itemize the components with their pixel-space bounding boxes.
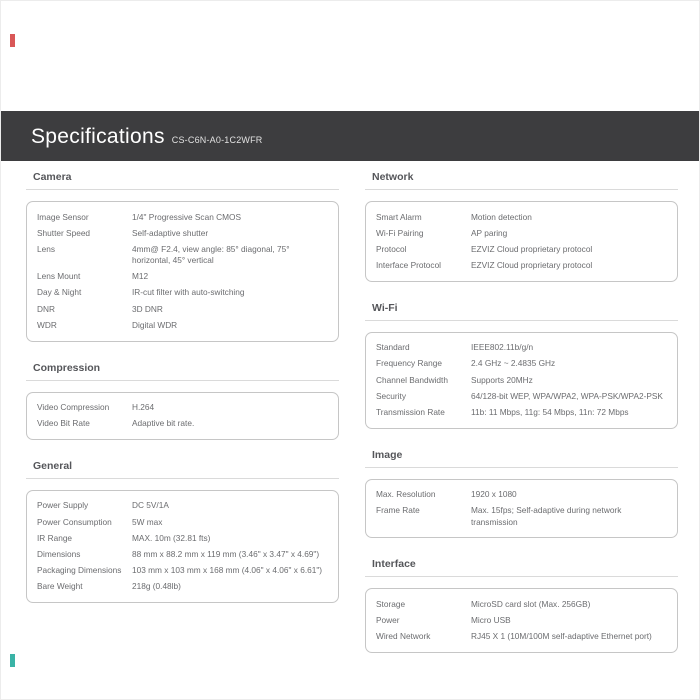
spec-value: M12 bbox=[132, 271, 149, 282]
spec-row bbox=[37, 301, 328, 317]
spec-row bbox=[37, 546, 328, 562]
spec-value: Supports 20MHz bbox=[471, 374, 533, 385]
spec-value: Motion detection bbox=[471, 211, 532, 222]
spec-value: 3D DNR bbox=[132, 303, 163, 314]
spec-row bbox=[376, 241, 667, 257]
spec-value: Adaptive bit rate. bbox=[132, 418, 195, 429]
spec-label: Max. Resolution bbox=[376, 489, 436, 500]
spec-value: Digital WDR bbox=[132, 319, 178, 330]
spec-value: EZVIZ Cloud proprietary protocol bbox=[471, 260, 593, 271]
spec-row bbox=[376, 372, 667, 388]
section-box-network bbox=[365, 201, 678, 282]
spec-label: Day & Night bbox=[37, 287, 82, 298]
spec-value: 218g (0.48lb) bbox=[132, 581, 181, 592]
section-box-wifi bbox=[365, 332, 678, 429]
section-image bbox=[365, 447, 678, 539]
section-box-compression bbox=[26, 392, 339, 440]
spec-row bbox=[37, 269, 328, 285]
spec-label: Dimensions bbox=[37, 548, 81, 559]
spec-value: IR-cut filter with auto-switching bbox=[132, 287, 245, 298]
section-general bbox=[26, 458, 339, 603]
edge-artifact-teal bbox=[10, 654, 15, 667]
spec-label: Frequency Range bbox=[376, 358, 442, 369]
spec-label: Power Supply bbox=[37, 500, 89, 511]
spec-label: Wi-Fi Pairing bbox=[376, 227, 424, 238]
spec-content bbox=[26, 169, 678, 671]
spec-value: AP paring bbox=[471, 227, 508, 238]
spec-label: Smart Alarm bbox=[376, 211, 422, 222]
spec-label: Packaging Dimensions bbox=[37, 565, 122, 576]
spec-label: Transmission Rate bbox=[376, 407, 445, 417]
section-compression bbox=[26, 360, 339, 440]
spec-label: Video Bit Rate bbox=[37, 418, 90, 429]
spec-value: 1/4" Progressive Scan CMOS bbox=[132, 211, 242, 222]
spec-label: Image Sensor bbox=[37, 211, 89, 222]
spec-value: DC 5V/1A bbox=[132, 500, 169, 511]
spec-value: H.264 bbox=[132, 402, 155, 412]
spec-row bbox=[37, 514, 328, 530]
spec-row bbox=[37, 400, 328, 416]
spec-label: Channel Bandwidth bbox=[376, 374, 448, 385]
spec-value: RJ45 X 1 (10M/100M self-adaptive Ethernet port) bbox=[471, 631, 652, 642]
spec-row bbox=[376, 596, 667, 612]
spec-row bbox=[376, 340, 667, 356]
spec-value: Self-adaptive shutter bbox=[132, 227, 209, 238]
spec-row bbox=[376, 487, 667, 503]
spec-label: Lens Mount bbox=[37, 271, 81, 282]
spec-row bbox=[376, 225, 667, 241]
spec-row bbox=[37, 563, 328, 579]
spec-row bbox=[37, 579, 328, 595]
section-camera bbox=[26, 169, 339, 342]
spec-label: Video Compression bbox=[37, 402, 110, 412]
spec-label: Interface Protocol bbox=[376, 260, 442, 271]
left-column bbox=[26, 169, 339, 621]
spec-label: Power bbox=[376, 614, 400, 625]
spec-row bbox=[376, 258, 667, 274]
section-title-compression: Compression bbox=[26, 360, 339, 381]
spec-label: Lens bbox=[37, 243, 55, 254]
section-title-camera: Camera bbox=[26, 169, 339, 190]
spec-value: 1920 x 1080 bbox=[471, 489, 517, 500]
spec-row bbox=[37, 416, 328, 432]
header-band bbox=[1, 111, 700, 161]
spec-row bbox=[37, 285, 328, 301]
spec-value: IEEE802.11b/g/n bbox=[471, 342, 534, 353]
spec-value: 11b: 11 Mbps, 11g: 54 Mbps, 11n: 72 Mbps bbox=[471, 407, 629, 417]
spec-value: Max. 15fps; Self-adaptive during network transmission bbox=[471, 505, 622, 527]
section-wifi bbox=[365, 300, 678, 429]
spec-value: 2.4 GHz ~ 2.4835 GHz bbox=[471, 358, 556, 369]
spec-label: DNR bbox=[37, 303, 55, 314]
section-title-wifi: Wi-Fi bbox=[365, 300, 678, 321]
section-network bbox=[365, 169, 678, 282]
section-box-interface bbox=[365, 588, 678, 653]
spec-value: 103 mm x 103 mm x 168 mm (4.06" x 4.06" x 6.61") bbox=[132, 565, 323, 576]
spec-label: Wired Network bbox=[376, 631, 431, 642]
spec-row bbox=[376, 405, 667, 421]
edge-artifact-red bbox=[10, 34, 15, 47]
header-band-inner bbox=[31, 125, 263, 149]
spec-row bbox=[37, 241, 328, 268]
spec-row bbox=[376, 356, 667, 372]
section-interface bbox=[365, 556, 678, 653]
spec-value: 4mm@ F2.4, view angle: 85° diagonal, 75° horizontal, 45° vertical bbox=[132, 243, 290, 266]
spec-row bbox=[376, 503, 667, 530]
spec-row bbox=[37, 317, 328, 333]
spec-value: MAX. 10m (32.81 fts) bbox=[132, 532, 211, 543]
spec-label: Storage bbox=[376, 598, 406, 609]
spec-row bbox=[37, 498, 328, 514]
spec-label: Frame Rate bbox=[376, 505, 420, 516]
right-column bbox=[365, 169, 678, 671]
spec-row bbox=[376, 629, 667, 645]
spec-row bbox=[37, 209, 328, 225]
spec-row bbox=[376, 388, 667, 404]
spec-value: 64/128-bit WEP, WPA/WPA2, WPA-PSK/WPA2-PSK bbox=[471, 390, 663, 401]
spec-value: EZVIZ Cloud proprietary protocol bbox=[471, 243, 593, 254]
page-title: Specifications bbox=[31, 125, 165, 148]
spec-row bbox=[376, 209, 667, 225]
spec-label: Standard bbox=[376, 342, 410, 353]
section-box-camera bbox=[26, 201, 339, 342]
section-box-general bbox=[26, 490, 339, 603]
spec-label: Security bbox=[376, 390, 406, 401]
spec-value: 88 mm x 88.2 mm x 119 mm (3.46" x 3.47" x 4.69") bbox=[132, 548, 320, 559]
section-title-image: Image bbox=[365, 447, 678, 468]
spec-value: 5W max bbox=[132, 516, 163, 527]
section-box-image bbox=[365, 479, 678, 539]
section-title-network: Network bbox=[365, 169, 678, 190]
spec-label: Bare Weight bbox=[37, 581, 83, 592]
section-title-general: General bbox=[26, 458, 339, 479]
spec-label: WDR bbox=[37, 319, 57, 330]
spec-label: Power Consumption bbox=[37, 516, 112, 527]
spec-value: Micro USB bbox=[471, 614, 511, 625]
section-title-interface: Interface bbox=[365, 556, 678, 577]
model-number: CS-C6N-A0-1C2WFR bbox=[171, 135, 263, 145]
spec-label: Protocol bbox=[376, 243, 407, 254]
spec-row bbox=[37, 225, 328, 241]
spec-value: MicroSD card slot (Max. 256GB) bbox=[471, 598, 591, 609]
spec-label: Shutter Speed bbox=[37, 227, 91, 238]
spec-label: IR Range bbox=[37, 532, 73, 543]
spec-row bbox=[376, 612, 667, 628]
spec-row bbox=[37, 530, 328, 546]
